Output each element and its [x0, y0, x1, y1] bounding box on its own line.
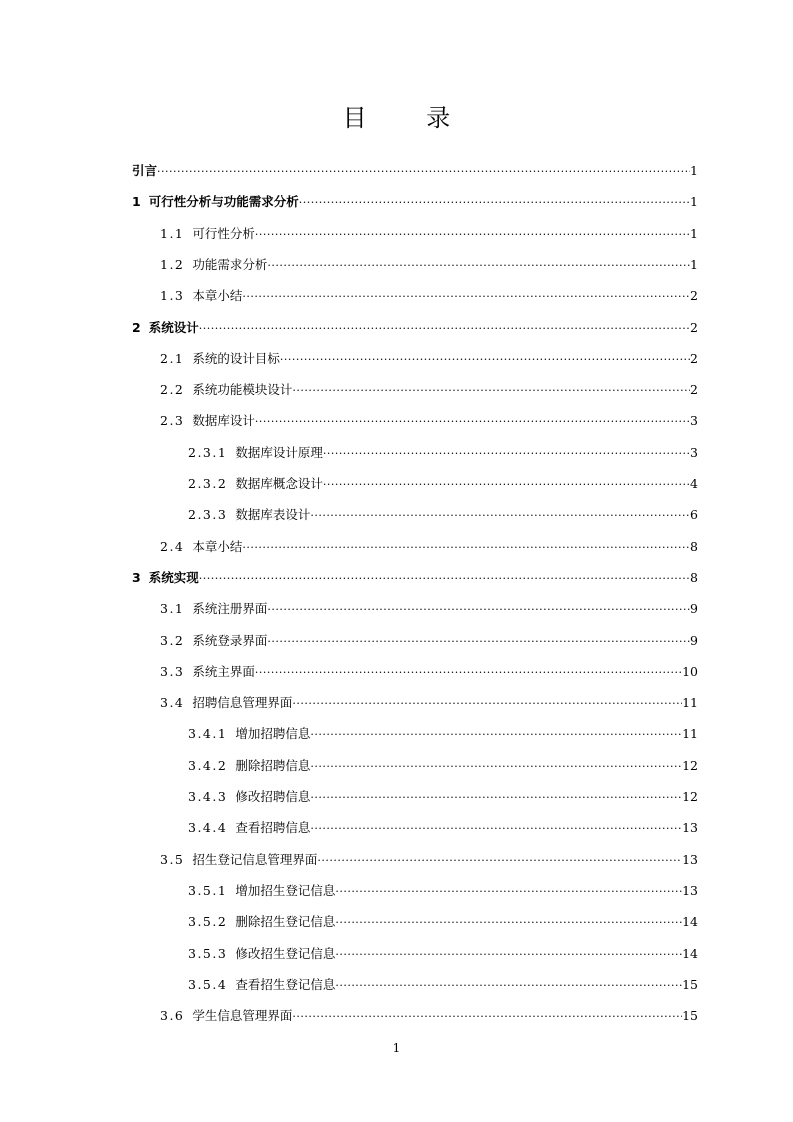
- toc-entry[interactable]: [160, 849, 698, 871]
- toc-entry-page: 6: [690, 507, 698, 523]
- toc-entry-page: 11: [682, 726, 698, 742]
- toc-entry-number: 2.2: [160, 382, 185, 398]
- toc-entry-number: 3.4.4: [188, 820, 228, 836]
- toc-entry[interactable]: [160, 254, 698, 276]
- toc-entry[interactable]: [188, 473, 698, 495]
- toc-entry-page: 2: [690, 319, 698, 335]
- toc-entry[interactable]: [188, 880, 698, 902]
- toc-entry-label: 系统设计: [148, 319, 199, 335]
- toc-entry-label: 数据库表设计: [235, 507, 311, 523]
- toc-dot-leader: [242, 286, 690, 308]
- toc-entry-page: 4: [690, 476, 698, 491]
- toc-dot-leader: [267, 255, 690, 277]
- toc-entry-label: 系统的设计目标: [192, 350, 280, 366]
- toc-entry-number: 2.3.1: [188, 444, 228, 460]
- toc-dot-leader: [267, 631, 690, 653]
- toc-entry-number: 2.1: [160, 350, 185, 366]
- toc-entry[interactable]: [132, 191, 698, 213]
- toc-entry-number: 3.5: [160, 851, 185, 867]
- toc-entry-label: 招生登记信息管理界面: [192, 851, 318, 867]
- toc-dot-leader: [310, 818, 682, 840]
- page-number: 1: [392, 1041, 401, 1055]
- toc-entry-number: 3: [132, 569, 141, 585]
- toc-entry-label: 本章小结: [192, 288, 243, 304]
- toc-entry[interactable]: [188, 943, 698, 965]
- toc-entry-number: 3.5.2: [188, 914, 228, 930]
- toc-dot-leader: [157, 161, 690, 183]
- toc-entry-number: 3.4.2: [188, 757, 228, 773]
- toc-entry[interactable]: [160, 223, 698, 245]
- toc-entry-number: 3.5.1: [188, 882, 228, 898]
- toc-entry-label: 系统功能模块设计: [192, 382, 293, 398]
- toc-dot-leader: [255, 224, 690, 246]
- toc-entry-label: 功能需求分析: [192, 256, 268, 272]
- toc-entry-number: 3.1: [160, 601, 185, 617]
- toc-entry-number: 2.3: [160, 413, 185, 429]
- toc-entry[interactable]: [160, 285, 698, 307]
- toc-entry[interactable]: [188, 911, 698, 933]
- toc-entry-page: 8: [690, 569, 698, 585]
- toc-entry-label: 数据库设计: [192, 413, 255, 429]
- toc-entry-number: 3.4: [160, 695, 185, 711]
- toc-entry[interactable]: [132, 567, 698, 589]
- toc-entry-page: 15: [682, 1008, 698, 1024]
- toc-entry-label: 系统登录界面: [192, 632, 268, 648]
- toc-dot-leader: [292, 693, 682, 715]
- toc-entry[interactable]: [188, 817, 698, 839]
- toc-entry-page: 1: [690, 163, 698, 178]
- toc-entry-number: 2: [132, 319, 141, 335]
- toc-entry[interactable]: [188, 974, 698, 996]
- toc-entry[interactable]: [188, 504, 698, 526]
- toc-entry-number: 3.5.3: [188, 945, 228, 961]
- toc-dot-leader: [255, 662, 682, 684]
- toc-entry[interactable]: [132, 160, 698, 182]
- toc-entry-page: 13: [682, 820, 698, 836]
- toc-entry[interactable]: [160, 410, 698, 432]
- toc-dot-leader: [335, 975, 682, 997]
- toc-entry-label: 学生信息管理界面: [192, 1008, 293, 1024]
- toc-entry-number: 3.4.1: [188, 726, 228, 742]
- toc-entry-label: 删除招聘信息: [235, 757, 311, 773]
- toc-entry-label: 本章小结: [192, 538, 243, 554]
- toc-entry-label: 可行性分析与功能需求分析: [148, 194, 299, 210]
- toc-entry-page: 2: [690, 382, 698, 398]
- toc-entry-label: 系统主界面: [192, 663, 255, 679]
- toc-entry-page: 2: [690, 288, 698, 304]
- toc-entry[interactable]: [160, 348, 698, 370]
- toc-entry-page: 1: [690, 256, 698, 272]
- toc-entry-page: 15: [682, 976, 698, 992]
- toc-entry-number: 1: [132, 194, 141, 210]
- toc-dot-leader: [323, 474, 690, 496]
- toc-entry[interactable]: [188, 755, 698, 777]
- toc-entry-page: 13: [682, 851, 698, 867]
- toc-entry-label: 修改招生登记信息: [235, 945, 336, 961]
- toc-entry-page: 8: [690, 538, 698, 554]
- toc-entry[interactable]: [188, 442, 698, 464]
- toc-title: 目 录: [342, 104, 477, 132]
- toc-dot-leader: [310, 787, 682, 809]
- toc-entry-number: 3.2: [160, 632, 185, 648]
- toc-dot-leader: [242, 537, 690, 559]
- toc-dot-leader: [310, 756, 682, 778]
- toc-entry-label: 引言: [132, 163, 158, 178]
- toc-entry-label: 数据库设计原理: [235, 444, 323, 460]
- toc-entry-page: 12: [682, 789, 698, 804]
- toc-dot-leader: [310, 724, 682, 746]
- toc-dot-leader: [255, 411, 690, 433]
- toc-entry-number: 1.3: [160, 288, 185, 304]
- toc-entry-number: 1.1: [160, 225, 185, 241]
- toc-entry-number: 3.5.4: [188, 976, 228, 992]
- toc-entry-label: 修改招聘信息: [235, 789, 311, 804]
- toc-dot-leader: [299, 192, 690, 214]
- toc-entry-page: 3: [690, 444, 698, 460]
- toc-entry-number: 2.4: [160, 538, 185, 554]
- toc-entry-label: 查看招聘信息: [235, 820, 311, 836]
- toc-entry-label: 招聘信息管理界面: [192, 695, 293, 711]
- toc-entry-label: 删除招生登记信息: [235, 914, 336, 930]
- toc-entry-page: 9: [690, 632, 698, 648]
- toc-entry-page: 12: [682, 757, 698, 773]
- toc-entry[interactable]: [160, 1005, 698, 1027]
- toc-entry-label: 系统注册界面: [192, 601, 268, 617]
- toc-dot-leader: [335, 881, 682, 903]
- toc-entry-page: 14: [682, 914, 698, 930]
- toc-entry-number: 3.6: [160, 1008, 185, 1024]
- toc-entry-label: 增加招生登记信息: [235, 882, 336, 898]
- toc-entry-number: 3.4.3: [188, 789, 228, 804]
- toc-entry-page: 1: [690, 225, 698, 241]
- toc-entry-page: 11: [682, 695, 698, 711]
- toc-dot-leader: [267, 599, 690, 621]
- toc-entry-page: 3: [690, 413, 698, 429]
- toc-dot-leader: [323, 443, 690, 465]
- toc-entry-page: 1: [690, 194, 698, 210]
- toc-entry-page: 10: [682, 663, 698, 679]
- toc-entry[interactable]: [160, 692, 698, 714]
- toc-dot-leader: [280, 349, 690, 371]
- toc-entry-label: 数据库概念设计: [235, 476, 323, 491]
- toc-entry[interactable]: [132, 317, 698, 339]
- toc-dot-leader: [335, 944, 682, 966]
- toc-entry-page: 14: [682, 945, 698, 961]
- toc-dot-leader: [335, 912, 682, 934]
- toc-entry[interactable]: [160, 598, 698, 620]
- toc-entry-label: 系统实现: [148, 569, 199, 585]
- toc-entry[interactable]: [188, 723, 698, 745]
- toc-entry-number: 3.3: [160, 663, 185, 679]
- toc-entry[interactable]: [160, 536, 698, 558]
- toc-dot-leader: [317, 850, 682, 872]
- toc-dot-leader: [199, 568, 690, 590]
- toc-entry[interactable]: [160, 379, 698, 401]
- toc-entry-label: 增加招聘信息: [235, 726, 311, 742]
- toc-entry-page: 2: [690, 350, 698, 366]
- toc-entry-number: 2.3.3: [188, 507, 228, 523]
- toc-entry-number: 1.2: [160, 256, 185, 272]
- toc-entry-page: 9: [690, 601, 698, 617]
- toc-dot-leader: [292, 380, 690, 402]
- toc-entry-page: 13: [682, 882, 698, 898]
- toc-entry-label: 查看招生登记信息: [235, 976, 336, 992]
- toc-entry-number: 2.3.2: [188, 476, 228, 491]
- toc-dot-leader: [199, 318, 690, 340]
- toc-entry-label: 可行性分析: [192, 225, 255, 241]
- toc-entry[interactable]: [188, 786, 698, 808]
- toc-dot-leader: [292, 1006, 682, 1028]
- toc-entry[interactable]: [160, 630, 698, 652]
- toc-entry[interactable]: [160, 661, 698, 683]
- toc-dot-leader: [310, 505, 690, 527]
